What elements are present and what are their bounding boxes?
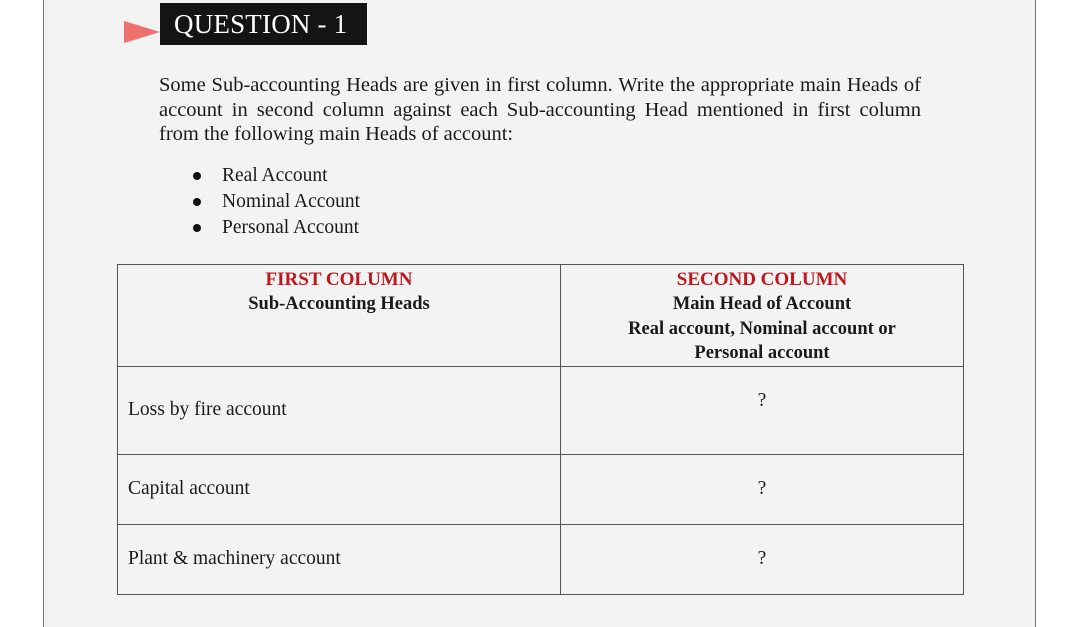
sub-head-cell: Loss by fire account <box>118 366 561 454</box>
main-heads-list <box>190 163 360 241</box>
accounts-table <box>117 264 964 595</box>
title-arrow-icon <box>124 21 160 43</box>
table-header-row <box>118 265 964 367</box>
list-item-label: Real Account <box>222 165 328 186</box>
sub-head-cell: Plant & machinery account <box>118 524 561 594</box>
second-column-options-cont: Personal account <box>694 343 830 363</box>
first-column-title: FIRST COLUMN <box>265 269 413 290</box>
list-item <box>190 163 360 189</box>
list-item-label: Nominal Account <box>222 191 361 212</box>
answer-placeholder: ? <box>757 390 767 411</box>
sub-head-cell: Capital account <box>118 454 561 524</box>
second-column-title: SECOND COLUMN <box>676 269 848 290</box>
second-column-subtitle: Main Head of Account <box>672 294 852 314</box>
answer-cell: ? <box>561 524 964 594</box>
second-column-options: Real account, Nominal account or <box>628 318 896 339</box>
bullet-icon <box>193 172 201 180</box>
table-row <box>118 454 964 524</box>
first-column-header <box>118 265 561 367</box>
table-row <box>118 524 964 594</box>
question-title: QUESTION - 1 <box>160 3 367 45</box>
answer-cell <box>561 366 964 454</box>
question-instructions: Some Sub-accounting Heads are given in first column. Write the appropriate main Heads of account in second column against each Sub-accounting Head mentioned in first column from the following main Heads of account: <box>159 74 921 145</box>
second-column-header <box>561 265 964 367</box>
answer-cell: ? <box>561 454 964 524</box>
table-row <box>118 366 964 454</box>
bullet-icon <box>193 224 201 232</box>
list-item-label: Personal Account <box>222 217 360 238</box>
list-item <box>190 215 360 241</box>
bullet-icon <box>193 198 201 206</box>
first-column-subtitle: Sub-Accounting Heads <box>248 294 430 314</box>
list-item <box>190 189 360 215</box>
